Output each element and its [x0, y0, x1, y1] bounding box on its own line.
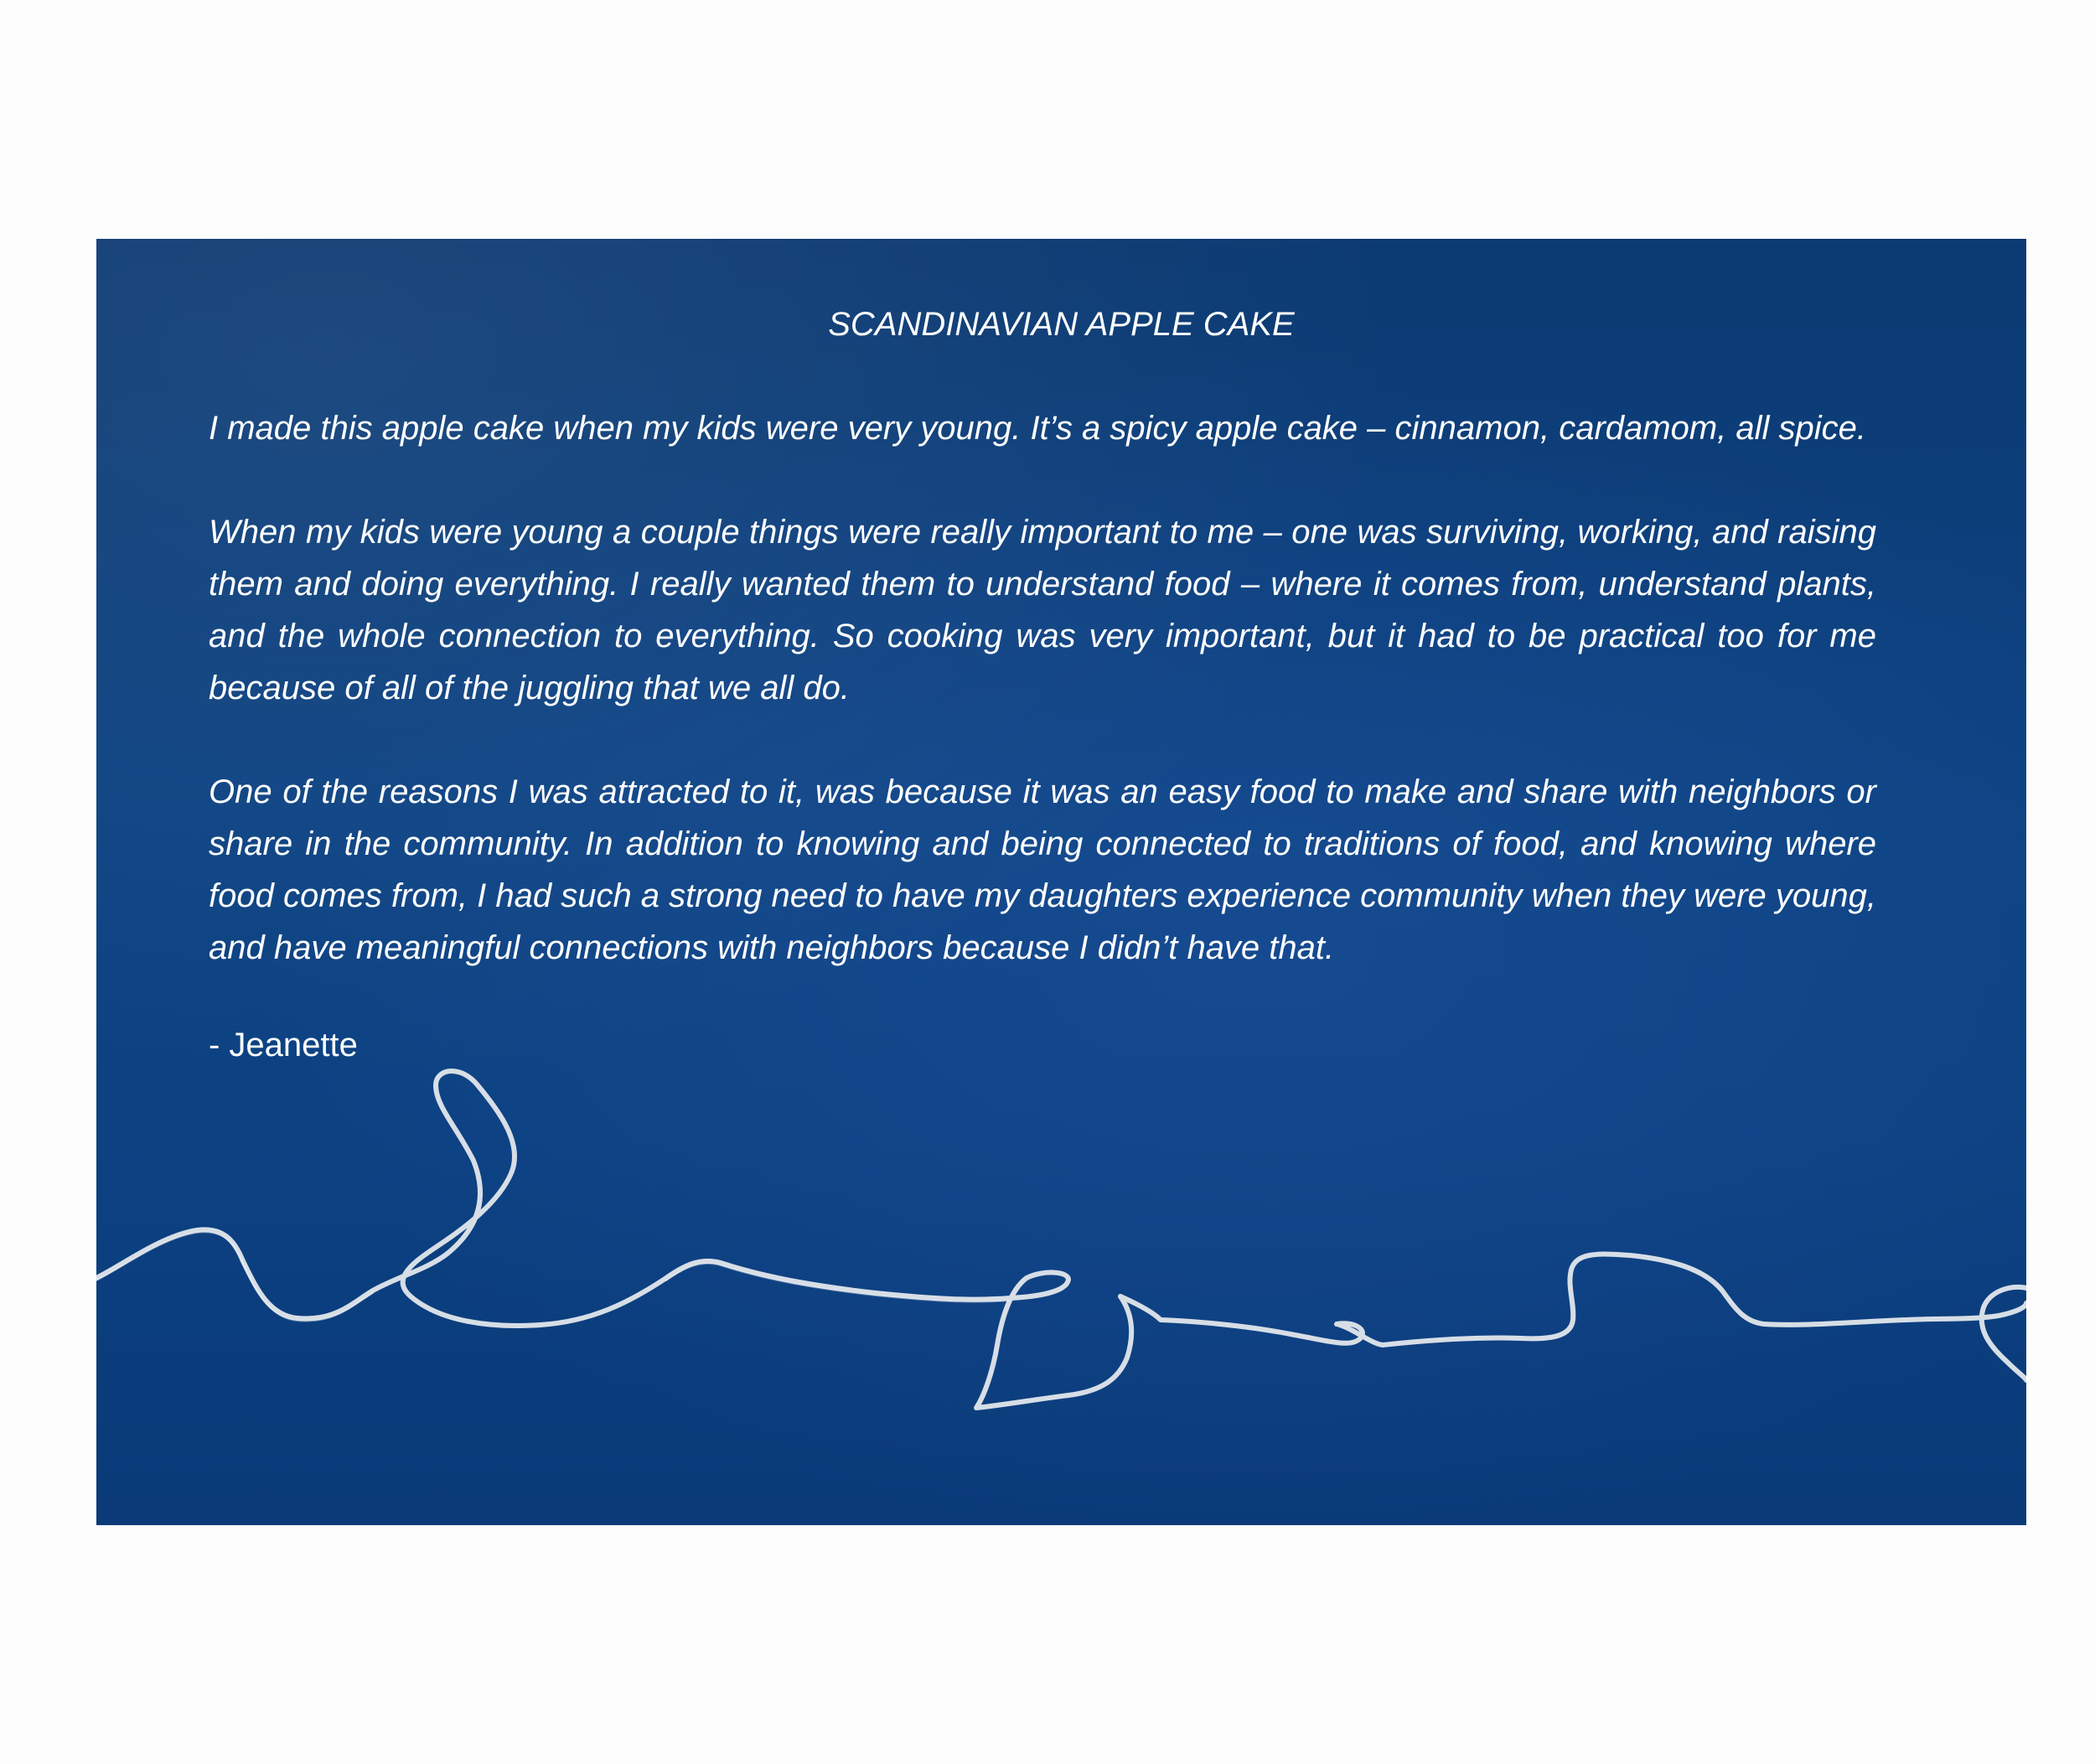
author-signature: - Jeanette	[209, 1027, 358, 1063]
story-paragraph-1: I made this apple cake when my kids were very young. It’s a spicy apple cake – cinnamon, cardamom, all spice.	[209, 410, 1866, 447]
story-paragraph-3: One of the reasons I was attracted to it, was because it was an easy food to make and share with neighbors or share in the community. In addition to knowing and being connected to traditions of food, and knowing where food comes from, I had such a strong need to have my daughters experience community when they were young, and have meaningful connections with neighbors because I didn’t have that.	[209, 773, 1876, 966]
recipe-card	[96, 239, 2026, 1525]
recipe-title: SCANDINAVIAN APPLE CAKE	[828, 306, 1295, 343]
recipe-story	[209, 402, 1876, 1026]
story-paragraph-2: When my kids were young a couple things were really important to me – one was surviving, working, and raising them and doing everything. I really wanted them to understand food – where it comes from, understand plants, and the whole connection to everything. So cooking was very important, but it had to be practical too for me because of all of the juggling that we all do.	[209, 514, 1876, 706]
